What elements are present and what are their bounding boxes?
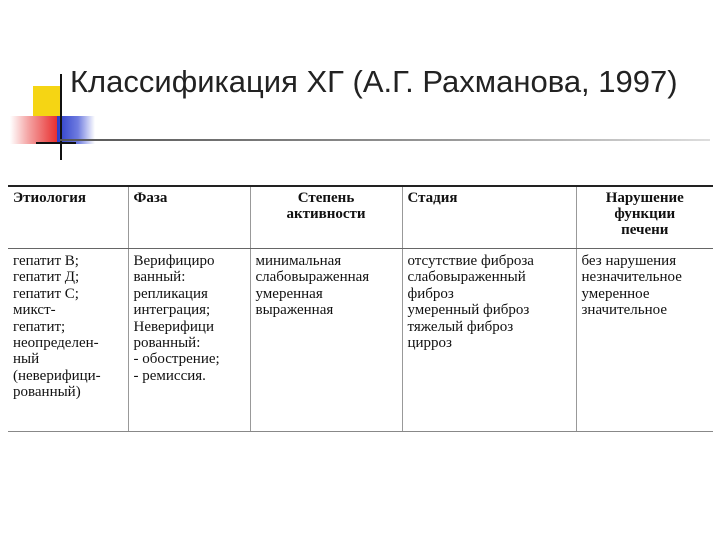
header-phase: Фаза bbox=[128, 186, 250, 249]
logo-vertical-line bbox=[60, 74, 62, 160]
logo-red-gradient bbox=[10, 116, 57, 144]
classification-table bbox=[8, 185, 713, 432]
header-etiology: Этиология bbox=[8, 186, 128, 249]
header-activity: Степень активности bbox=[250, 186, 402, 249]
cell-liver-function: без нарушения незначительное умеренное значительное bbox=[576, 249, 713, 432]
header-liver-function: Нарушение функции печени bbox=[576, 186, 713, 249]
table-row bbox=[8, 249, 713, 432]
cell-phase: Верифициро ванный: репликация интеграция; Неверифици рованный: - обострение; - ремиссия. bbox=[128, 249, 250, 432]
cell-activity: минимальная слабовыраженная умеренная выраженная bbox=[250, 249, 402, 432]
logo-yellow-square bbox=[33, 86, 60, 116]
slide-title: Классификация ХГ (А.Г. Рахманова, 1997) bbox=[70, 64, 678, 99]
logo-horizontal-tick bbox=[36, 142, 76, 144]
header-stage: Стадия bbox=[402, 186, 576, 249]
title-underline bbox=[60, 139, 710, 141]
cell-stage: отсутствие фиброза слабовыраженный фиброз умеренный фиброз тяжелый фиброз цирроз bbox=[402, 249, 576, 432]
table-header-row bbox=[8, 186, 713, 249]
cell-etiology: гепатит В; гепатит Д; гепатит С; микст- гепатит; неопределен- ный (неверифици- рованный) bbox=[8, 249, 128, 432]
